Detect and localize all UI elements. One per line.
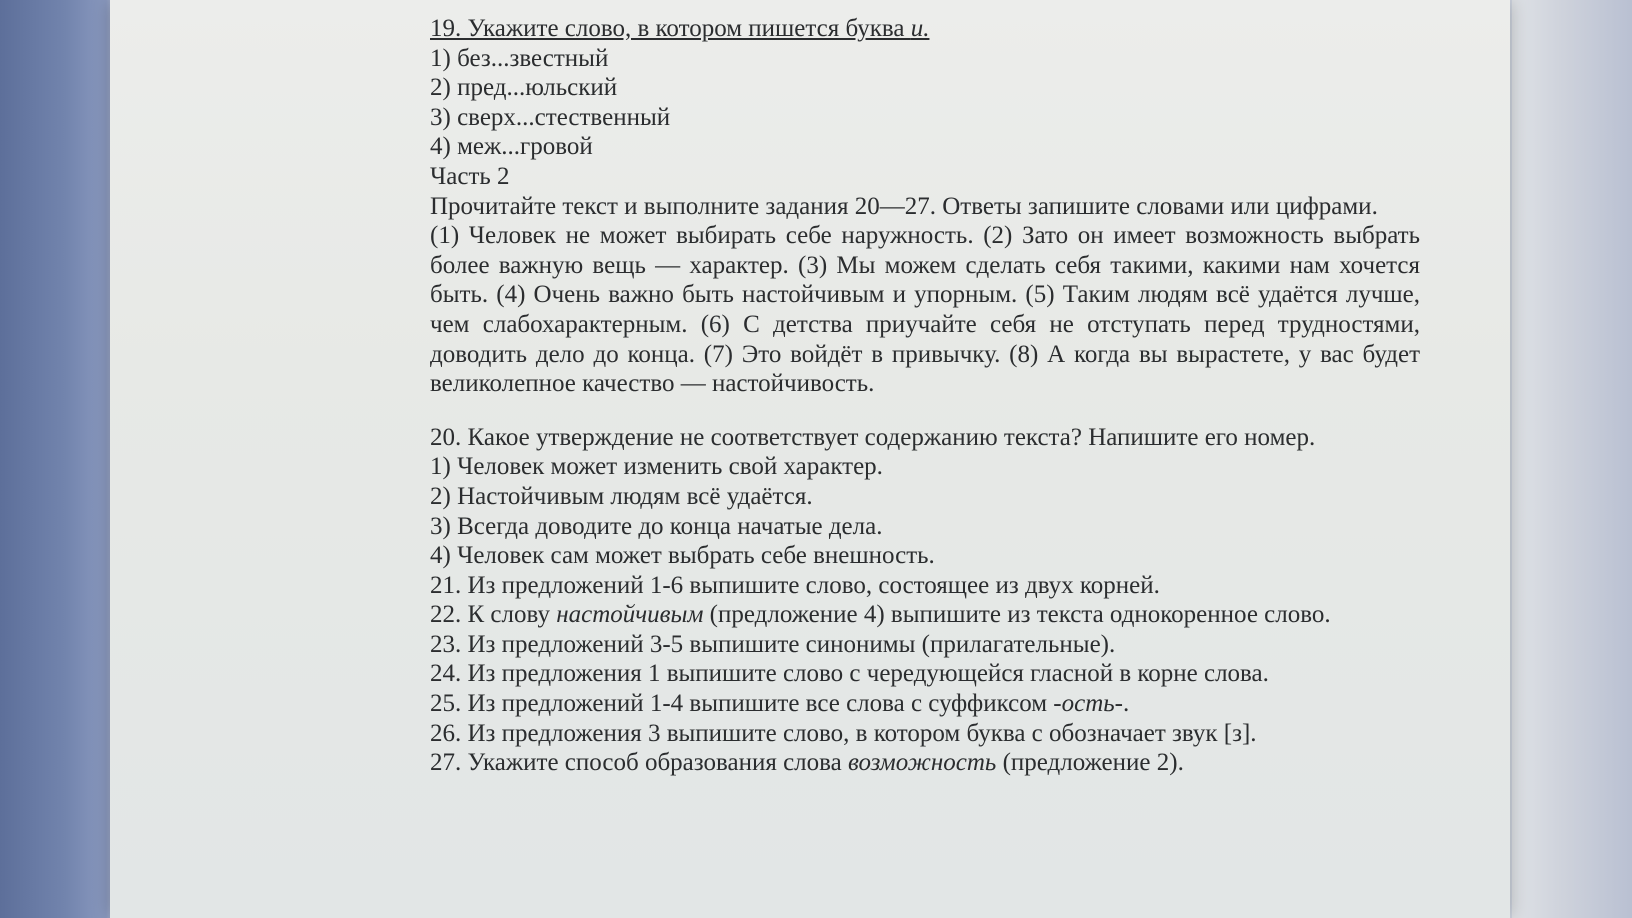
q22-pre: 22. К слову	[430, 601, 557, 629]
part2-heading: Часть 2	[430, 162, 510, 190]
q25-suffix: -ость-	[1053, 690, 1123, 718]
q22-text	[430, 600, 1420, 630]
q27-post: (предложение 2).	[996, 749, 1184, 777]
q22-word: настойчивым	[556, 601, 704, 629]
document-body	[430, 14, 1420, 778]
q22-post: (предложение 4) выпишите из текста однокоренное слово.	[703, 601, 1331, 629]
q27-pre: 27. Укажите способ образования слова	[430, 749, 848, 777]
q20-option-3: 3) Всегда доводите до конца начатые дела.	[430, 512, 883, 540]
spacer	[430, 399, 1420, 423]
reading-passage: (1) Человек не может выбирать себе наружность. (2) Зато он имеет возможность выбрать более важную вещь — характер. (3) Мы можем сделать себя такими, какими нам хочется быть. (4) Очень важно быть настойчивым и упорным. (5) Таким людям всё удаётся лучше, чем слабохарактерным. (6) С детства приучайте себя не отступать перед трудностями, доводить дело до конца. (7) Это войдёт в привычку. (8) А когда вы вырастете, у вас будет великолепное качество — настойчивость.	[430, 222, 1420, 398]
q21-text: 21. Из предложений 1-6 выпишите слово, состоящее из двух корней.	[430, 571, 1160, 599]
q27-word: возможность	[847, 749, 997, 777]
q19-option-1: 1) без...звестный	[430, 44, 609, 72]
q25-post: .	[1122, 690, 1130, 718]
q23-text: 23. Из предложений 3-5 выпишите синонимы (прилагательные).	[430, 630, 1116, 658]
q20-option-4: 4) Человек сам может выбрать себе внешность.	[430, 542, 935, 570]
part2-instruction: Прочитайте текст и выполните задания 20—27. Ответы запишите словами или цифрами.	[430, 192, 1378, 220]
paper-sheet	[110, 0, 1510, 918]
q20-option-1: 1) Человек может изменить свой характер.	[430, 453, 883, 481]
q19-title-text: 19. Укажите слово, в котором пишется буква	[430, 15, 911, 42]
q19-option-2: 2) пред...юльский	[430, 74, 618, 102]
q24-text: 24. Из предложения 1 выпишите слово с чередующейся гласной в корне слова.	[430, 660, 1269, 688]
q25-text	[430, 689, 1420, 719]
q25-pre: 25. Из предложений 1-4 выпишите все слова с суффиксом	[430, 690, 1054, 718]
q20-option-2: 2) Настойчивым людям всё удаётся.	[430, 482, 813, 510]
q19-title-letter: и.	[910, 15, 930, 42]
q27-text	[430, 748, 1420, 778]
q20-title: 20. Какое утверждение не соответствует содержанию текста? Напишите его номер.	[430, 423, 1316, 451]
q19-option-3: 3) сверх...стественный	[430, 103, 671, 131]
q19-title	[430, 14, 1420, 44]
background-right	[1512, 0, 1632, 918]
q19-option-4: 4) меж...гровой	[430, 133, 593, 161]
q26-text: 26. Из предложения 3 выпишите слово, в котором буква с обозначает звук [з].	[430, 719, 1257, 747]
